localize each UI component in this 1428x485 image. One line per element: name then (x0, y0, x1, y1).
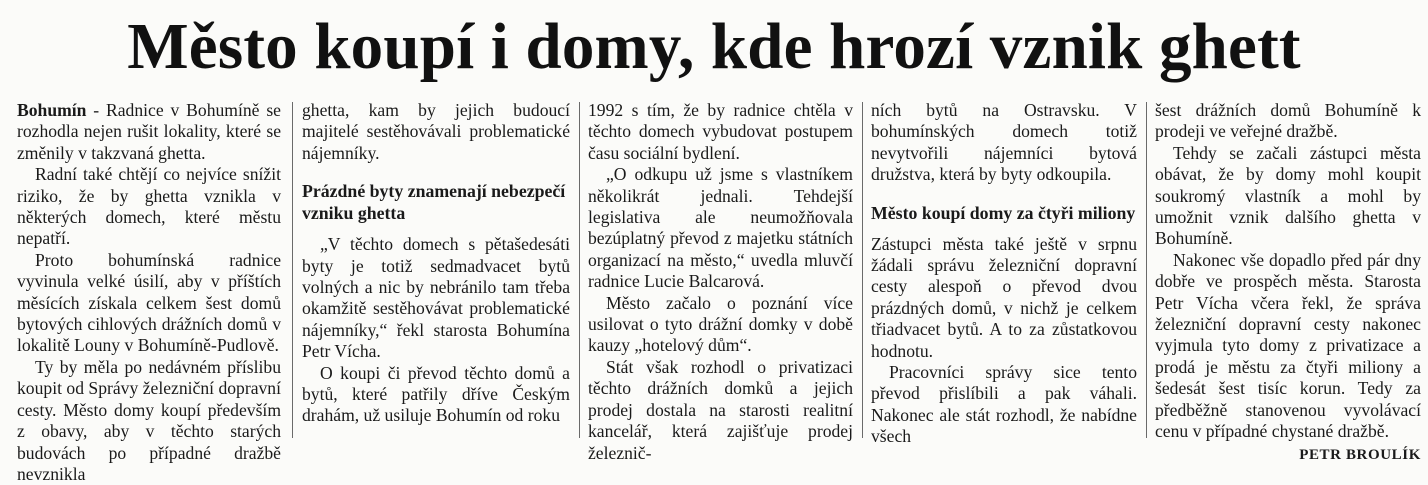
paragraph: Tehdy se začali zástupci města obávat, že by domy mohl koupit soukromý vlastník a mohl by umožnit vznik dalšího ghetta v Bohumíně. (1155, 142, 1421, 249)
article-body (0, 100, 1428, 484)
paragraph: 1992 s tím, že by radnice chtěla v těchto domech vybudovat postupem času sociální bydlení. (588, 100, 853, 163)
paragraph-text: - Radnice v Bohumíně se rozhodla nejen rušit lokality, které se změnily v takzvaná ghetta. (17, 100, 281, 163)
column-divider (579, 102, 580, 438)
paragraph: O koupi či převod těchto domů a bytů, které patřily dříve Českým drahám, už usiluje Bohumín od roku (302, 362, 570, 426)
paragraph: Nakonec vše dopadlo před pár dny dobře ve prospěch města. Starosta Petr Vícha včera řekl, že správa železniční dopravní cesty nakonec vyjmula tyto domy z privatizace a prodá je městu za čtyři miliony a šedesát šest tisíc korun. Tedy za předběžně stanovenou vyvolávací cenu v případné chystané dražbě. (1155, 249, 1421, 442)
paragraph: ních bytů na Ostravsku. V bohumínských domech totiž nevytvořili nájemníci bytová družstva, která by byty odkoupila. (871, 100, 1137, 185)
article-headline: Město koupí i domy, kde hrozí vznik ghett (127, 10, 1301, 83)
paragraph: „O odkupu už jsme s vlastníkem několikrát jednali. Tehdejší legislativa ale neumožňovala bezúplatný převod z majetku státních organizací na město,“ uvedla mluvčí radnice Lucie Balcarová. (588, 164, 853, 292)
paragraph: ghetta, kam by jejich budoucí majitelé sestěhovávali problematické nájemníky. (302, 100, 570, 163)
paragraph: Radní také chtějí co nejvíce snížit riziko, že by ghetta vznikla v některých domech, které městu nepatří. (17, 164, 281, 249)
paragraph: Stát však rozhodl o privatizaci těchto drážních domků a jejich prodej dostala na starosti realitní kancelář, která zajišťuje prodej železnič- (588, 356, 853, 463)
article-column-3 (588, 100, 853, 463)
paragraph: Proto bohumínská radnice vyvinula velké úsilí, aby v příštích měsících získala celkem šest domů bytových cihlových drážních domů v lokalitě Louny v Bohumíně-Pudlově. (17, 249, 281, 356)
section-subhead: Prázdné byty znamenají nebezpečí vzniku ghetta (302, 181, 566, 224)
article-column-1 (17, 100, 281, 484)
paragraph: Ty by měla po nedávném příslibu koupit od Správy železniční dopravní cesty. Město domy koupí především z obavy, aby v těchto starých budovách po případné dražbě nevznikla (17, 356, 281, 484)
paragraph: Zástupci města také ještě v srpnu žádali správu železniční dopravní cesty alespoň o převod dvou prázdných domů, v nichž je celkem třiadvacet bytů. A to za zůstatkovou hodnotu. (871, 233, 1137, 361)
paragraph: Město začalo o poznání více usilovat o tyto drážní domky v době kauzy „hotelový dům“. (588, 292, 853, 356)
section-subhead: Město koupí domy za čtyři miliony (871, 202, 1136, 223)
article-column-5 (1155, 100, 1421, 463)
column-divider (292, 102, 293, 438)
article-column-2 (302, 100, 570, 450)
dateline: Bohumín (17, 100, 87, 120)
article-column-4 (871, 100, 1137, 450)
paragraph (17, 100, 281, 164)
author-byline: PETR BROULÍK (1299, 446, 1421, 463)
column-divider (862, 102, 863, 438)
paragraph: šest drážních domů Bohumíně k prodeji ve veřejné dražbě. (1155, 100, 1421, 142)
column-divider (1146, 102, 1147, 438)
paragraph: Pracovníci správy sice tento převod přislíbili a pak váhali. Nakonec ale stát rozhodl, že nabídne všech (871, 362, 1137, 447)
paragraph: „V těchto domech s pětašedesáti byty je totiž sedmadvacet bytů volných a nic by nebránilo tam třeba okamžitě sestěhovávat problematické nájemníky,“ řekl starosta Bohumína Petr Vícha. (302, 234, 570, 362)
